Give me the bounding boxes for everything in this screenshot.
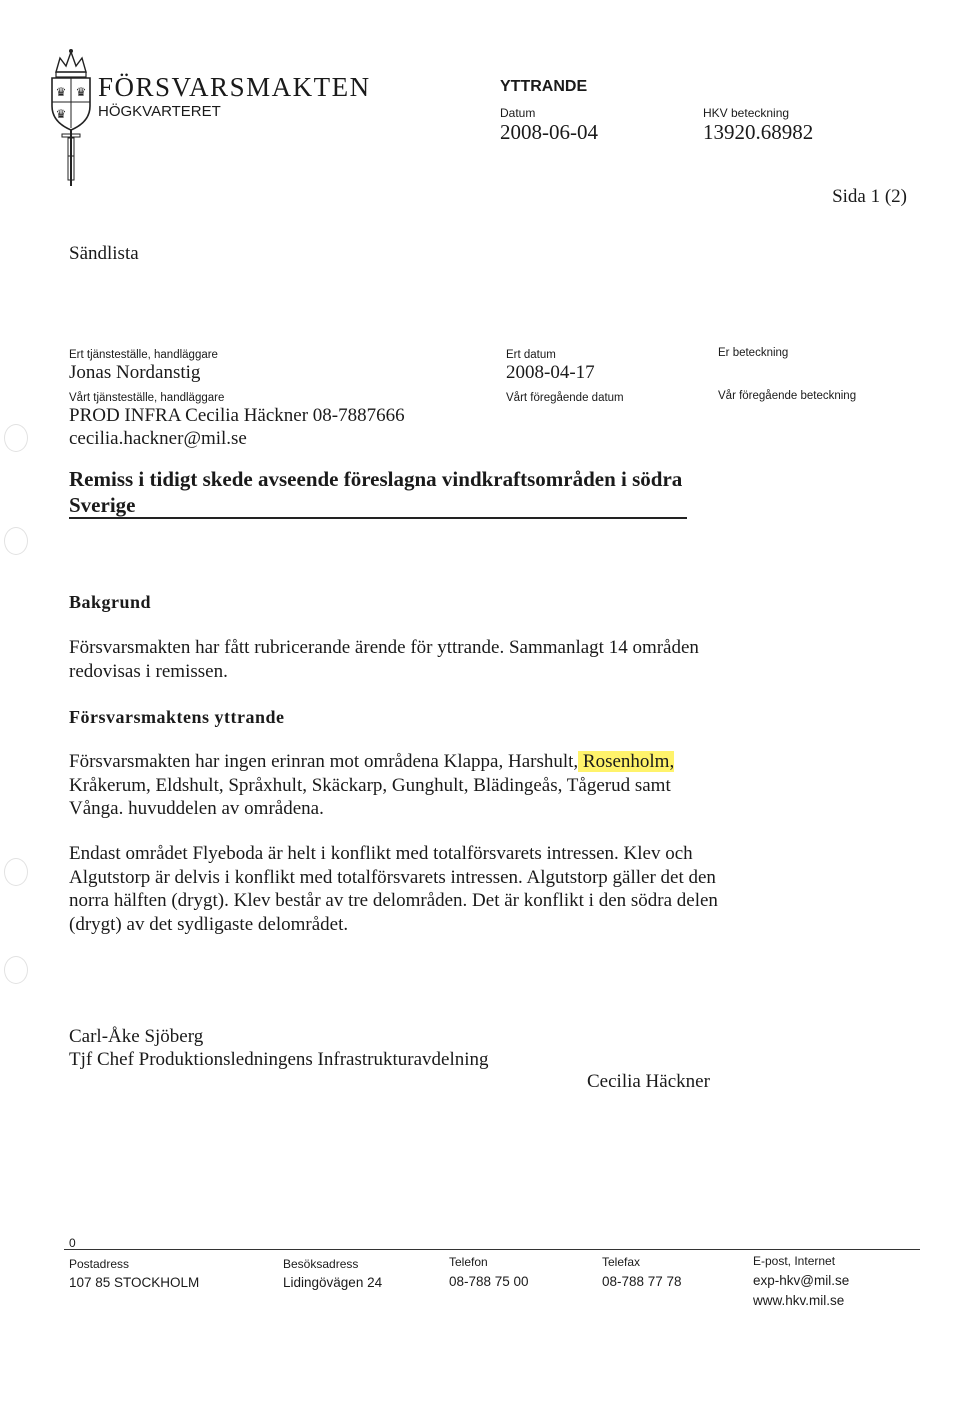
swedish-armed-forces-emblem-icon (48, 46, 94, 190)
your-office-value: Jonas Nordanstig (69, 362, 201, 383)
footer-website: www.hkv.mil.se (753, 1293, 845, 1308)
your-date-value: 2008-04-17 (506, 362, 595, 383)
your-reference-label: Er beteckning (718, 347, 789, 359)
phone-label: Telefon (449, 1255, 488, 1269)
document-type: YTTRANDE (500, 78, 588, 95)
subject-heading: Remiss i tidigt skede avseende föreslagna vindkraftsområden i södra Sverige (69, 467, 683, 517)
footer-marker: 0 (69, 1236, 76, 1250)
your-office-label: Ert tjänsteställe, handläggare (69, 349, 218, 361)
signer-title: Tjf Chef Produktionsledningens Infrastrukturavdelning (69, 1049, 489, 1070)
background-heading: Bakgrund (69, 592, 152, 612)
footer-rule (64, 1249, 920, 1250)
highlighted-text: Rosenholm, (578, 751, 675, 772)
phone-value: 08-788 75 00 (449, 1274, 529, 1289)
date-label: Datum (500, 106, 536, 120)
reference-label: HKV beteckning (703, 106, 790, 120)
handler-email: cecilia.hackner@mil.se (69, 428, 247, 449)
handler-name: Cecilia Häckner (587, 1071, 710, 1092)
svg-text:♛: ♛ (75, 85, 87, 99)
our-previous-date-label: Vårt föregående datum (506, 392, 624, 404)
punch-hole-mark (4, 527, 28, 555)
svg-text:♛: ♛ (55, 85, 67, 99)
footer-email: exp-hkv@mil.se (753, 1273, 850, 1288)
statement-heading: Försvarsmaktens yttrande (69, 707, 285, 727)
subject-underline (69, 517, 687, 519)
punch-hole-mark (4, 956, 28, 984)
postal-address-value: 107 85 STOCKHOLM (69, 1275, 200, 1290)
email-internet-label: E-post, Internet (753, 1254, 836, 1268)
our-previous-reference-label: Vår föregående beteckning (718, 390, 857, 402)
punch-hole-mark (4, 424, 28, 452)
our-office-value: PROD INFRA Cecilia Häckner 08-7887666 (69, 405, 405, 426)
our-office-label: Vårt tjänsteställe, handläggare (69, 392, 225, 404)
organization-unit: HÖGKVARTERET (98, 103, 221, 120)
fax-label: Telefax (602, 1255, 641, 1269)
background-paragraph: Försvarsmakten har fått rubricerande ärende för yttrande. Sammanlagt 14 områden redovisas i remissen. (69, 637, 699, 682)
visiting-address-value: Lidingövägen 24 (283, 1275, 383, 1290)
page-number: Sida 1 (2) (832, 186, 907, 207)
fax-value: 08-788 77 78 (602, 1274, 682, 1289)
date-value: 2008-06-04 (500, 120, 598, 144)
svg-text:♛: ♛ (55, 107, 67, 121)
organization-name: FÖRSVARSMAKTEN (98, 72, 371, 102)
recipient: Sändlista (69, 243, 139, 264)
statement-paragraph-1 (69, 750, 729, 821)
paragraph-1-text-end: Kråkerum, Eldshult, Språxhult, Skäckarp, Gunghult, Blädingeås, Tågerud samt Vånga. huvuddelen av områdena. (69, 774, 671, 819)
your-date-label: Ert datum (506, 349, 556, 361)
postal-address-label: Postadress (69, 1257, 130, 1271)
punch-hole-mark (4, 858, 28, 886)
visiting-address-label: Besöksadress (283, 1257, 359, 1271)
reference-value: 13920.68982 (703, 120, 814, 144)
signer-name: Carl-Åke Sjöberg (69, 1026, 204, 1047)
paragraph-1-text-start: Försvarsmakten har ingen erinran mot områdena Klappa, Harshult, (69, 751, 579, 772)
statement-paragraph-2: Endast området Flyeboda är helt i konflikt med totalförsvarets intressen. Klev och Algutstorp är delvis i konflikt med totalförsvarets intressen. Algutstorp gäller det den norra hälften (drygt). Klev består av tre delområden. Det är konflikt i den södra delen (drygt) av det sydligaste delområdet. (69, 843, 718, 935)
